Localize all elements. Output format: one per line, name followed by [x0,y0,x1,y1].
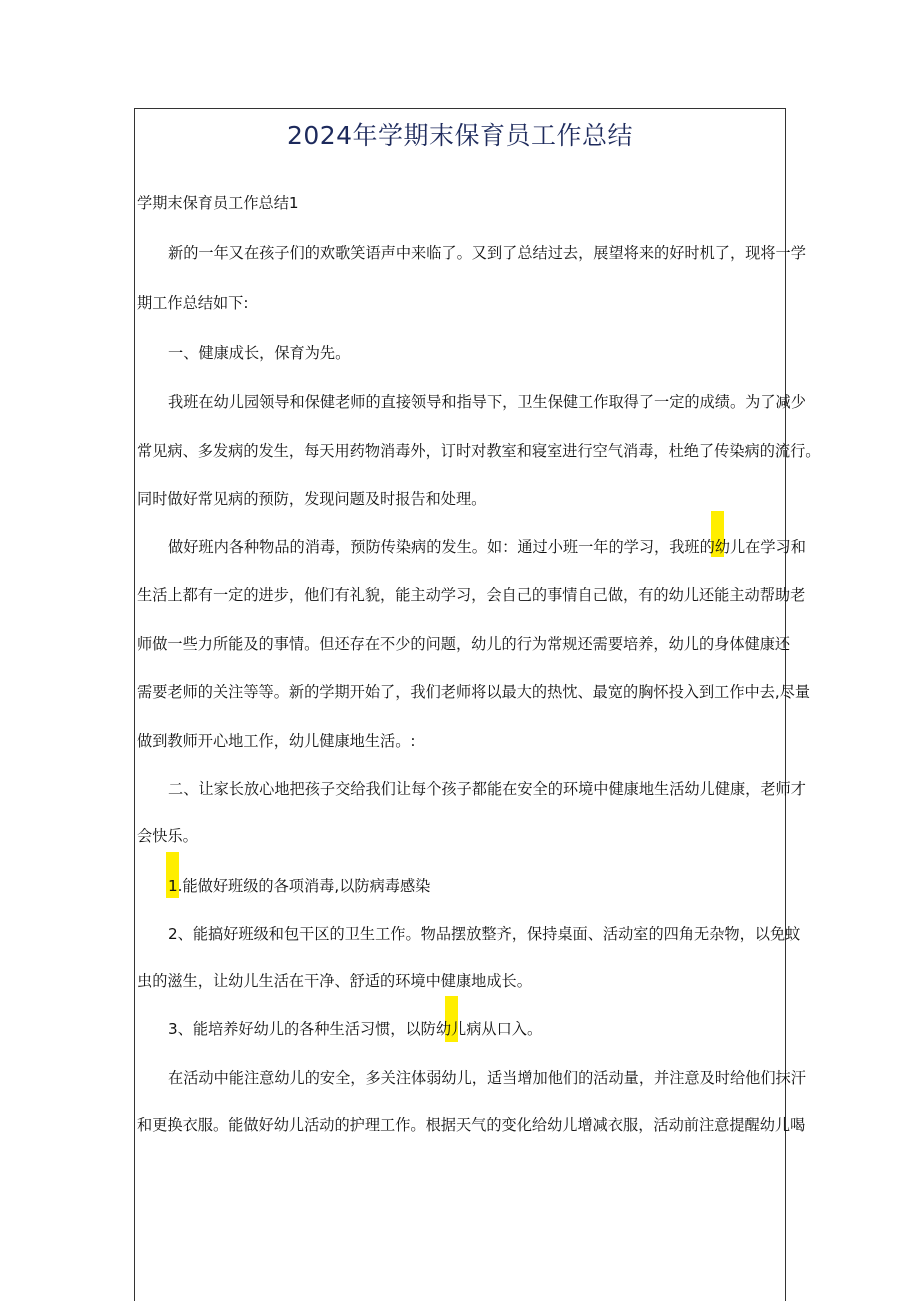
section-heading: 学期末保育员工作总结1 [137,194,299,212]
paragraph-line: 3、能培养好幼儿的各种生活习惯，以防幼儿病从口入。 [168,1020,543,1038]
paragraph-line: 1.能做好班级的各项消毒,以防病毒感染 [168,877,431,895]
paragraph-line: 和更换衣服。能做好幼儿活动的护理工作。根据天气的变化给幼儿增减衣服，活动前注意提醒幼儿喝 [137,1116,806,1134]
paragraph-line: 一、健康成长，保育为先。 [168,344,351,362]
paragraph-line: 常见病、多发病的发生，每天用药物消毒外，订时对教室和寝室进行空气消毒，杜绝了传染病的流行。 [137,442,821,460]
paragraph-line: 同时做好常见病的预防，发现问题及时报告和处理。 [137,490,487,508]
paragraph-line: 虫的滋生，让幼儿生活在干净、舒适的环境中健康地成长。 [137,972,532,990]
paragraph-line: 二、让家长放心地把孩子交给我们让每个孩子都能在安全的环境中健康地生活幼儿健康，老师才 [168,780,806,798]
paragraph-line: 2、能搞好班级和包干区的卫生工作。物品摆放整齐，保持桌面、活动室的四角无杂物，以免蚊 [168,925,801,943]
paragraph-line: 期工作总结如下: [137,294,249,312]
paragraph-line: 我班在幼儿园领导和保健老师的直接领导和指导下，卫生保健工作取得了一定的成绩。为了减少 [168,393,806,411]
paragraph-line: 新的一年又在孩子们的欢歌笑语声中来临了。又到了总结过去，展望将来的好时机了，现将一学 [168,244,806,262]
paragraph-line: 师做一些力所能及的事情。但还存在不少的问题，幼儿的行为常规还需要培养，幼儿的身体健康还 [137,635,791,653]
paragraph-line: 在活动中能注意幼儿的安全，多关注体弱幼儿，适当增加他们的活动量，并注意及时给他们抹汗 [168,1069,806,1087]
paragraph-line: 生活上都有一定的进步，他们有礼貌，能主动学习，会自己的事情自己做，有的幼儿还能主动帮助老 [137,586,806,604]
document-title: 2024年学期末保育员工作总结 [286,121,634,150]
paragraph-line: 会快乐。 [137,827,198,845]
paragraph-line: 做到教师开心地工作，幼儿健康地生活。: [137,732,416,750]
paragraph-line: 做好班内各种物品的消毒，预防传染病的发生。如：通过小班一年的学习，我班的幼儿在学习和 [168,538,806,556]
paragraph-line: 需要老师的关注等等。新的学期开始了，我们老师将以最大的热忱、最宽的胸怀投入到工作中去,尽量 [137,683,811,701]
